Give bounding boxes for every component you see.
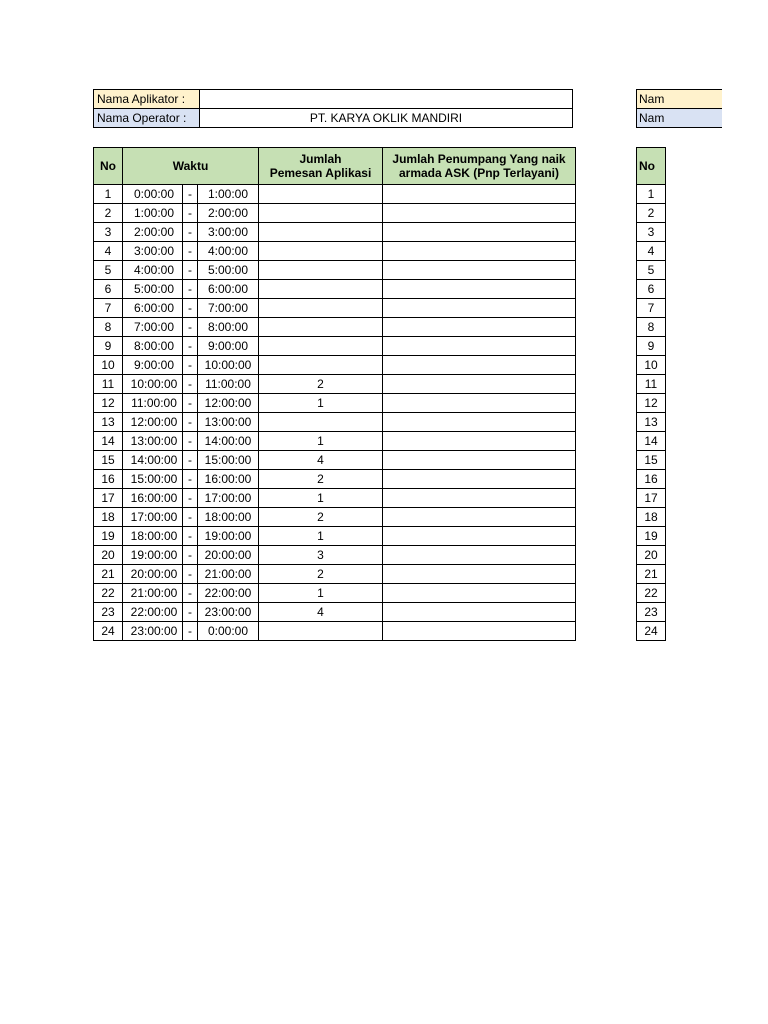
end-time-cell: 4:00:00 <box>198 242 259 261</box>
aplikator-row-right <box>637 90 723 109</box>
end-time-cell: 23:00:00 <box>198 603 259 622</box>
table-row <box>94 470 576 489</box>
row-no-cell: 7 <box>94 299 123 318</box>
dash-cell: - <box>183 603 198 622</box>
row-no-cell-right: 18 <box>637 508 666 527</box>
end-time-cell: 20:00:00 <box>198 546 259 565</box>
start-time-cell: 9:00:00 <box>123 356 183 375</box>
row-no-cell: 4 <box>94 242 123 261</box>
row-no-cell-right: 24 <box>637 622 666 641</box>
pnp-cell[interactable] <box>383 394 576 413</box>
dash-cell: - <box>183 622 198 641</box>
table-row <box>94 584 576 603</box>
row-no-cell-right: 20 <box>637 546 666 565</box>
table-row-right <box>637 261 666 280</box>
table-row-right <box>637 280 666 299</box>
pemesan-cell[interactable]: 3 <box>259 546 383 565</box>
aplikator-value[interactable] <box>200 90 573 109</box>
dash-cell: - <box>183 413 198 432</box>
table-row-right <box>637 603 666 622</box>
row-no-cell: 8 <box>94 318 123 337</box>
table-row <box>94 527 576 546</box>
dash-cell: - <box>183 432 198 451</box>
pemesan-cell[interactable]: 4 <box>259 451 383 470</box>
row-no-cell: 23 <box>94 603 123 622</box>
table-row <box>94 280 576 299</box>
header-row <box>94 148 576 185</box>
row-no-cell-right: 3 <box>637 223 666 242</box>
table-row <box>94 489 576 508</box>
end-time-cell: 11:00:00 <box>198 375 259 394</box>
end-time-cell: 22:00:00 <box>198 584 259 603</box>
start-time-cell: 8:00:00 <box>123 337 183 356</box>
dash-cell: - <box>183 280 198 299</box>
dash-cell: - <box>183 204 198 223</box>
info-table <box>93 89 573 128</box>
row-no-cell-right: 6 <box>637 280 666 299</box>
table-row <box>94 546 576 565</box>
table-row-right <box>637 413 666 432</box>
start-time-cell: 17:00:00 <box>123 508 183 527</box>
table-body-right <box>637 185 666 641</box>
row-no-cell: 11 <box>94 375 123 394</box>
table-row <box>94 356 576 375</box>
row-no-cell-right: 22 <box>637 584 666 603</box>
dash-cell: - <box>183 470 198 489</box>
dash-cell: - <box>183 356 198 375</box>
dash-cell: - <box>183 261 198 280</box>
start-time-cell: 21:00:00 <box>123 584 183 603</box>
aplikator-label-right: Nam <box>637 90 723 109</box>
pemesan-cell[interactable] <box>259 356 383 375</box>
table-row-right <box>637 451 666 470</box>
row-no-cell-right: 16 <box>637 470 666 489</box>
pnp-cell[interactable] <box>383 242 576 261</box>
row-no-cell-right: 7 <box>637 299 666 318</box>
start-time-cell: 4:00:00 <box>123 261 183 280</box>
row-no-cell-right: 17 <box>637 489 666 508</box>
pnp-cell[interactable] <box>383 204 576 223</box>
pemesan-cell[interactable] <box>259 242 383 261</box>
pemesan-cell[interactable]: 2 <box>259 565 383 584</box>
pemesan-cell[interactable]: 1 <box>259 527 383 546</box>
start-time-cell: 0:00:00 <box>123 185 183 204</box>
pnp-cell[interactable] <box>383 489 576 508</box>
pnp-cell[interactable] <box>383 546 576 565</box>
row-no-cell-right: 15 <box>637 451 666 470</box>
table-row-right <box>637 204 666 223</box>
operator-label: Nama Operator : <box>94 109 200 128</box>
table-row-right <box>637 584 666 603</box>
pnp-cell[interactable] <box>383 337 576 356</box>
pnp-cell[interactable] <box>383 318 576 337</box>
pemesan-cell[interactable]: 4 <box>259 603 383 622</box>
table-row-right <box>637 185 666 204</box>
operator-row <box>94 109 573 128</box>
pemesan-header-line2: Pemesan Aplikasi <box>269 166 372 180</box>
table-row <box>94 622 576 641</box>
end-time-cell: 2:00:00 <box>198 204 259 223</box>
end-time-cell: 1:00:00 <box>198 185 259 204</box>
pemesan-cell[interactable] <box>259 261 383 280</box>
end-time-cell: 8:00:00 <box>198 318 259 337</box>
no-header: No <box>94 148 123 185</box>
pnp-cell[interactable] <box>383 299 576 318</box>
table-row-right <box>637 432 666 451</box>
table-row-right <box>637 508 666 527</box>
pnp-cell[interactable] <box>383 508 576 527</box>
dash-cell: - <box>183 584 198 603</box>
pnp-cell[interactable] <box>383 223 576 242</box>
operator-row-right <box>637 109 723 128</box>
pemesan-cell[interactable] <box>259 185 383 204</box>
table-row <box>94 337 576 356</box>
row-no-cell: 22 <box>94 584 123 603</box>
table-row-right <box>637 375 666 394</box>
row-no-cell-right: 1 <box>637 185 666 204</box>
end-time-cell: 6:00:00 <box>198 280 259 299</box>
table-row-right <box>637 337 666 356</box>
pnp-cell[interactable] <box>383 584 576 603</box>
row-no-cell: 18 <box>94 508 123 527</box>
start-time-cell: 15:00:00 <box>123 470 183 489</box>
start-time-cell: 3:00:00 <box>123 242 183 261</box>
end-time-cell: 5:00:00 <box>198 261 259 280</box>
start-time-cell: 5:00:00 <box>123 280 183 299</box>
end-time-cell: 13:00:00 <box>198 413 259 432</box>
pemesan-cell[interactable]: 1 <box>259 432 383 451</box>
table-row <box>94 204 576 223</box>
table-row <box>94 223 576 242</box>
dash-cell: - <box>183 489 198 508</box>
end-time-cell: 7:00:00 <box>198 299 259 318</box>
row-no-cell: 21 <box>94 565 123 584</box>
dash-cell: - <box>183 451 198 470</box>
row-no-cell-right: 19 <box>637 527 666 546</box>
row-no-cell: 5 <box>94 261 123 280</box>
row-no-cell-right: 13 <box>637 413 666 432</box>
table-row <box>94 565 576 584</box>
row-no-cell: 10 <box>94 356 123 375</box>
end-time-cell: 0:00:00 <box>198 622 259 641</box>
start-time-cell: 1:00:00 <box>123 204 183 223</box>
pnp-header <box>383 148 576 185</box>
aplikator-row <box>94 90 573 109</box>
table-row <box>94 375 576 394</box>
row-no-cell-right: 8 <box>637 318 666 337</box>
row-no-cell: 19 <box>94 527 123 546</box>
table-row-right <box>637 223 666 242</box>
pnp-cell[interactable] <box>383 527 576 546</box>
pnp-cell[interactable] <box>383 603 576 622</box>
pemesan-cell[interactable]: 2 <box>259 508 383 527</box>
row-no-cell: 16 <box>94 470 123 489</box>
operator-label-right: Nam <box>637 109 723 128</box>
row-no-cell-right: 14 <box>637 432 666 451</box>
table-row-right <box>637 318 666 337</box>
start-time-cell: 22:00:00 <box>123 603 183 622</box>
pemesan-header-line1: Jumlah <box>299 152 342 166</box>
dash-cell: - <box>183 223 198 242</box>
table-row <box>94 432 576 451</box>
row-no-cell-right: 23 <box>637 603 666 622</box>
table-row-right <box>637 565 666 584</box>
start-time-cell: 6:00:00 <box>123 299 183 318</box>
operator-value[interactable]: PT. KARYA OKLIK MANDIRI <box>200 109 573 128</box>
pemesan-cell[interactable] <box>259 622 383 641</box>
pnp-cell[interactable] <box>383 622 576 641</box>
row-no-cell-right: 4 <box>637 242 666 261</box>
table-row-right <box>637 527 666 546</box>
pemesan-cell[interactable] <box>259 337 383 356</box>
pnp-cell[interactable] <box>383 185 576 204</box>
start-time-cell: 11:00:00 <box>123 394 183 413</box>
table-row-right <box>637 242 666 261</box>
start-time-cell: 10:00:00 <box>123 375 183 394</box>
no-header-right: No <box>637 148 666 185</box>
info-table-right <box>636 89 722 128</box>
pnp-cell[interactable] <box>383 280 576 299</box>
dash-cell: - <box>183 337 198 356</box>
pemesan-cell[interactable] <box>259 299 383 318</box>
end-time-cell: 9:00:00 <box>198 337 259 356</box>
header-row-right <box>637 148 666 185</box>
row-no-cell-right: 12 <box>637 394 666 413</box>
end-time-cell: 12:00:00 <box>198 394 259 413</box>
table-row-right <box>637 470 666 489</box>
dash-cell: - <box>183 565 198 584</box>
dash-cell: - <box>183 527 198 546</box>
start-time-cell: 18:00:00 <box>123 527 183 546</box>
pnp-cell[interactable] <box>383 470 576 489</box>
row-no-cell: 1 <box>94 185 123 204</box>
row-no-cell: 17 <box>94 489 123 508</box>
pemesan-cell[interactable] <box>259 318 383 337</box>
row-no-cell-right: 10 <box>637 356 666 375</box>
pemesan-header <box>259 148 383 185</box>
pnp-header-line2: armada ASK (Pnp Terlayani) <box>398 166 560 180</box>
row-no-cell: 14 <box>94 432 123 451</box>
pnp-cell[interactable] <box>383 451 576 470</box>
row-no-cell: 12 <box>94 394 123 413</box>
row-no-cell: 24 <box>94 622 123 641</box>
aplikator-label: Nama Aplikator : <box>94 90 200 109</box>
pemesan-cell[interactable]: 1 <box>259 584 383 603</box>
pemesan-cell[interactable] <box>259 223 383 242</box>
pemesan-cell[interactable] <box>259 204 383 223</box>
pnp-cell[interactable] <box>383 432 576 451</box>
pemesan-cell[interactable]: 2 <box>259 470 383 489</box>
end-time-cell: 21:00:00 <box>198 565 259 584</box>
table-row <box>94 242 576 261</box>
table-row <box>94 508 576 527</box>
start-time-cell: 20:00:00 <box>123 565 183 584</box>
start-time-cell: 13:00:00 <box>123 432 183 451</box>
dash-cell: - <box>183 546 198 565</box>
row-no-cell-right: 11 <box>637 375 666 394</box>
row-no-cell: 20 <box>94 546 123 565</box>
table-row-right <box>637 622 666 641</box>
table-body <box>94 185 576 641</box>
pemesan-cell[interactable]: 2 <box>259 375 383 394</box>
table-row-right <box>637 546 666 565</box>
start-time-cell: 2:00:00 <box>123 223 183 242</box>
row-no-cell-right: 5 <box>637 261 666 280</box>
row-no-cell-right: 21 <box>637 565 666 584</box>
table-row-right <box>637 299 666 318</box>
dash-cell: - <box>183 318 198 337</box>
end-time-cell: 16:00:00 <box>198 470 259 489</box>
row-no-cell: 9 <box>94 337 123 356</box>
end-time-cell: 15:00:00 <box>198 451 259 470</box>
end-time-cell: 14:00:00 <box>198 432 259 451</box>
table-row <box>94 318 576 337</box>
hourly-table <box>93 147 576 641</box>
table-row <box>94 603 576 622</box>
pnp-cell[interactable] <box>383 413 576 432</box>
dash-cell: - <box>183 394 198 413</box>
pemesan-cell[interactable] <box>259 280 383 299</box>
pnp-cell[interactable] <box>383 375 576 394</box>
start-time-cell: 7:00:00 <box>123 318 183 337</box>
table-row <box>94 451 576 470</box>
row-no-cell: 2 <box>94 204 123 223</box>
dash-cell: - <box>183 185 198 204</box>
end-time-cell: 18:00:00 <box>198 508 259 527</box>
pnp-cell[interactable] <box>383 356 576 375</box>
row-no-cell-right: 2 <box>637 204 666 223</box>
start-time-cell: 12:00:00 <box>123 413 183 432</box>
start-time-cell: 14:00:00 <box>123 451 183 470</box>
table-row <box>94 394 576 413</box>
waktu-header: Waktu <box>123 148 259 185</box>
start-time-cell: 19:00:00 <box>123 546 183 565</box>
pnp-cell[interactable] <box>383 261 576 280</box>
table-row-right <box>637 489 666 508</box>
dash-cell: - <box>183 508 198 527</box>
end-time-cell: 19:00:00 <box>198 527 259 546</box>
end-time-cell: 17:00:00 <box>198 489 259 508</box>
row-no-cell: 3 <box>94 223 123 242</box>
pemesan-cell[interactable]: 1 <box>259 394 383 413</box>
dash-cell: - <box>183 242 198 261</box>
start-time-cell: 16:00:00 <box>123 489 183 508</box>
pemesan-cell[interactable]: 1 <box>259 489 383 508</box>
row-no-cell-right: 9 <box>637 337 666 356</box>
table-row <box>94 261 576 280</box>
row-no-cell: 15 <box>94 451 123 470</box>
end-time-cell: 3:00:00 <box>198 223 259 242</box>
row-no-cell: 6 <box>94 280 123 299</box>
end-time-cell: 10:00:00 <box>198 356 259 375</box>
table-row <box>94 413 576 432</box>
table-row <box>94 299 576 318</box>
start-time-cell: 23:00:00 <box>123 622 183 641</box>
table-row-right <box>637 394 666 413</box>
table-row-right <box>637 356 666 375</box>
pemesan-cell[interactable] <box>259 413 383 432</box>
pnp-cell[interactable] <box>383 565 576 584</box>
row-no-cell: 13 <box>94 413 123 432</box>
hourly-table-right <box>636 147 666 641</box>
dash-cell: - <box>183 299 198 318</box>
table-row <box>94 185 576 204</box>
dash-cell: - <box>183 375 198 394</box>
pnp-header-line1: Jumlah Penumpang Yang naik <box>392 152 566 166</box>
